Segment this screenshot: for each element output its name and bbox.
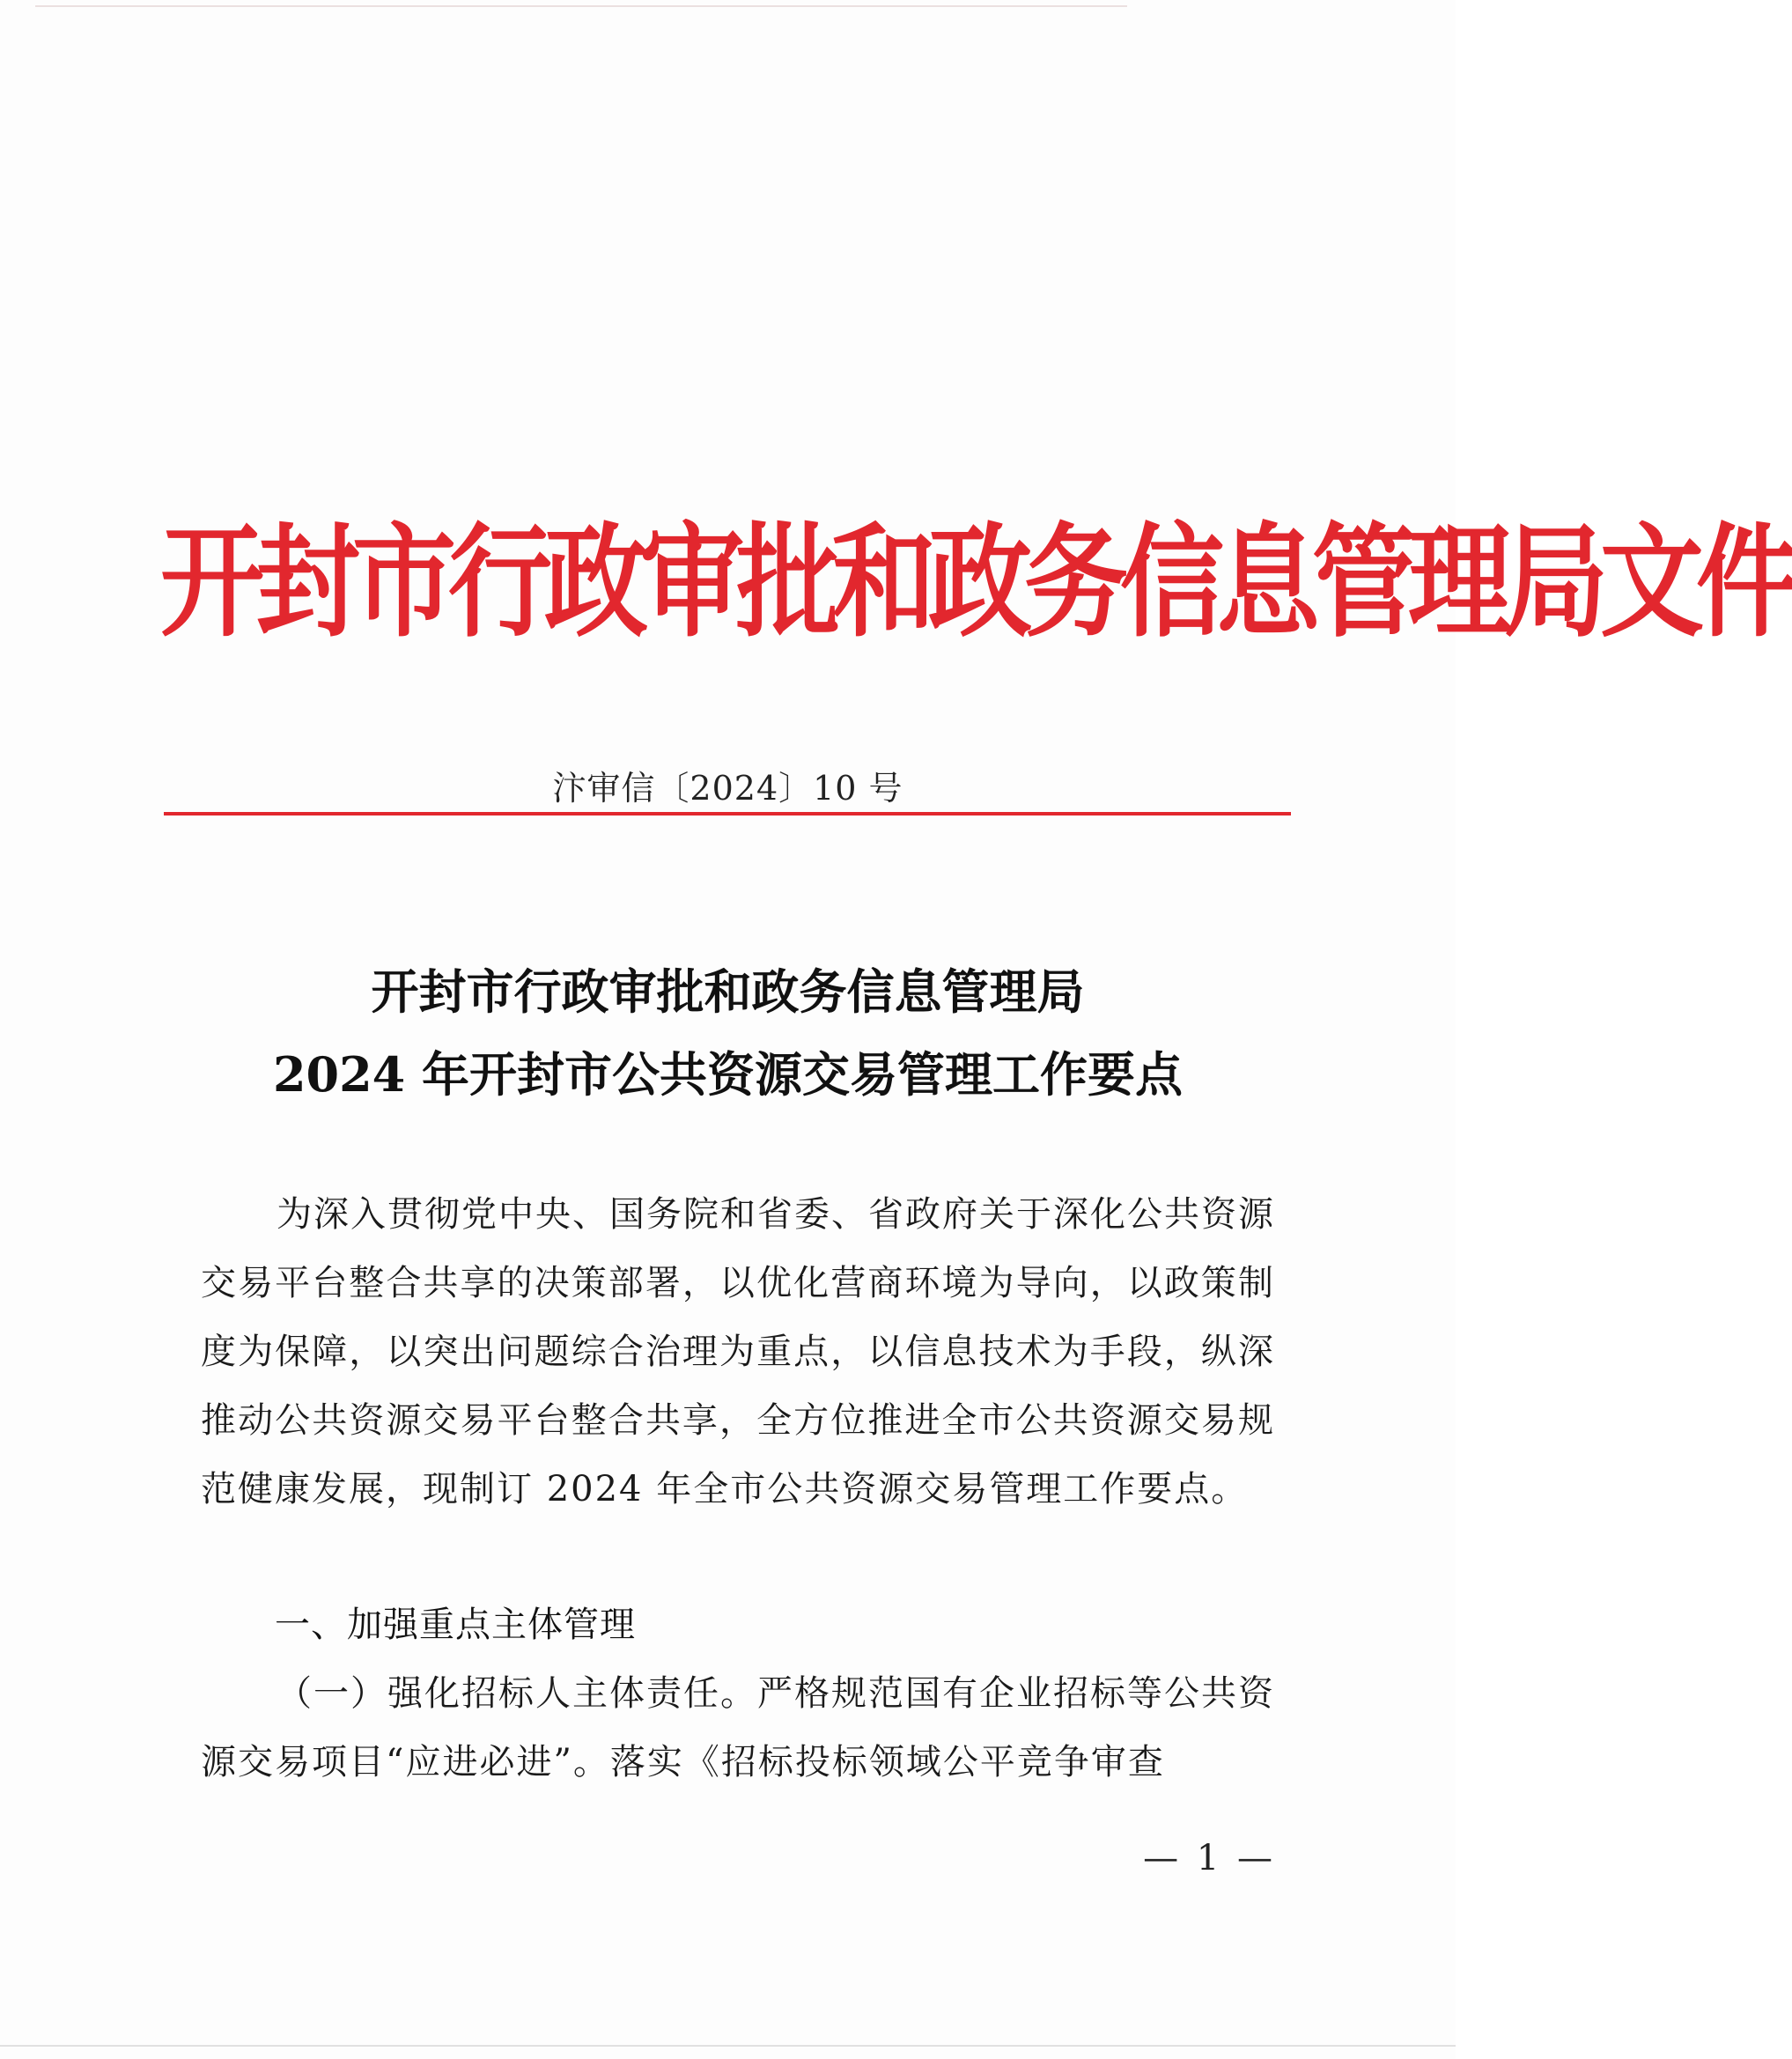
intro-paragraph-block — [201, 1180, 1275, 1524]
document-number: 汴审信〔2024〕10 号 — [552, 769, 903, 808]
red-divider-line — [164, 812, 1291, 815]
section-1-heading: 一、加强重点主体管理 — [275, 1605, 636, 1645]
intro-paragraph: 为深入贯彻党中央、国务院和省委、省政府关于深化公共资源交易平台整合共享的决策部署，以优化营商环境为导向，以政策制度为保障，以突出问题综合治理为重点，以信息技术为手段，纵深推动公共资源交易平台整合共享，全方位推进全市公共资源交易规范健康发展，现制订 2024 年全市公共资源交易管理工作要点。 — [201, 1194, 1275, 1509]
document-title-line-1: 开封市行政审批和政务信息管理局 — [371, 963, 1085, 1020]
issuer-red-header: 开封市行政审批和政务信息管理局文件 — [160, 510, 1792, 654]
section-1-paragraph-1: （一）强化招标人主体责任。严格规范国有企业招标等公共资源交易项目“应进必进”。落实《招标投标领域公平竞争审查 — [201, 1673, 1275, 1782]
document-title-line-2: 2024 年开封市公共资源交易管理工作要点 — [272, 1046, 1184, 1103]
page-number: — 1 — — [1143, 1838, 1276, 1878]
scan-edge-bottom — [0, 2045, 1456, 2047]
scan-edge-top — [35, 5, 1127, 7]
section-1-paragraph-block — [201, 1659, 1275, 1797]
